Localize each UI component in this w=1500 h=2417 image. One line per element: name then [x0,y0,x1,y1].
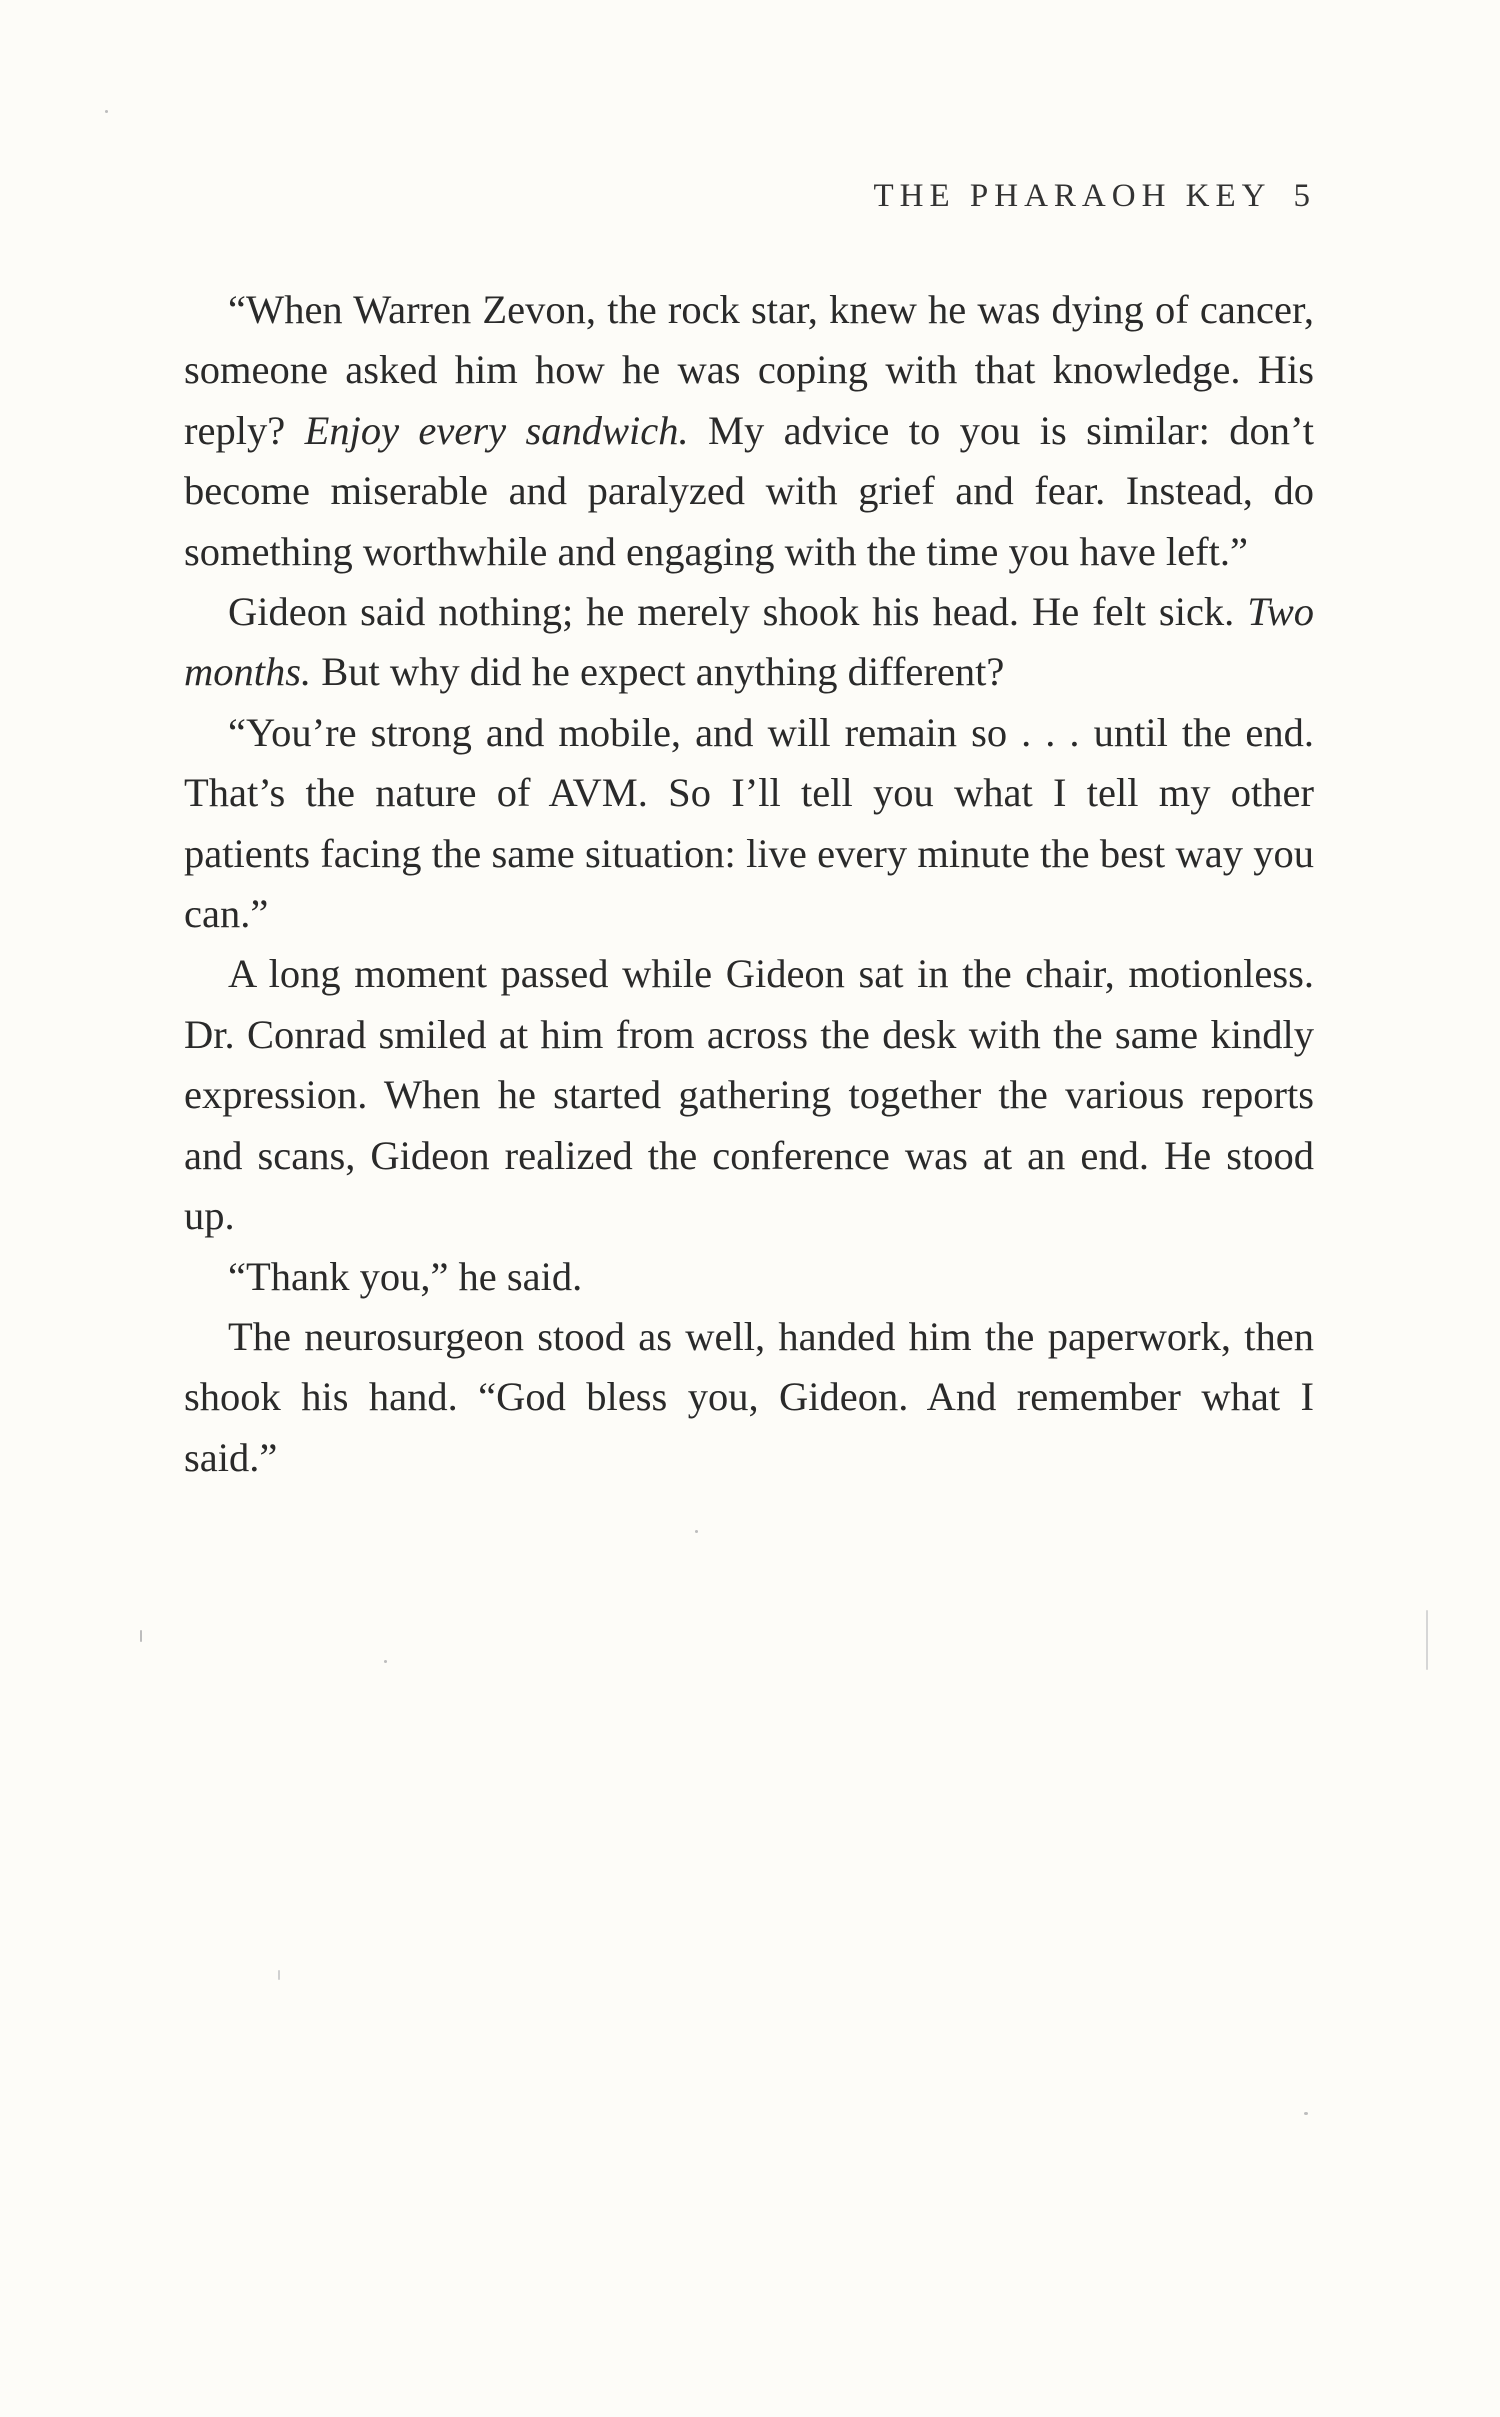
paragraph: A long moment passed while Gideon sat in the chair, motionless. Dr. Conrad smiled at him from across the desk with the same kindly expression. When he started gathering together the various reports and scans, Gideon realized the conference was at an end. He stood up. [184,951,1314,1239]
running-head [874,178,1311,215]
scan-speck [1426,1610,1428,1670]
scan-speck [278,1970,280,1980]
scan-speck [105,110,108,113]
paragraph: Gideon said nothing; he merely shook his head. He felt sick. Two months. But why did he expect anything different? [184,589,1314,695]
body-text [184,280,1314,1488]
scan-speck [1304,2112,1308,2115]
paragraph: The neurosurgeon stood as well, handed him the paperwork, then shook his hand. “God bless you, Gideon. And remember what I said.” [184,1313,1314,1480]
page-number: 5 [1293,178,1310,214]
paragraph: “Thank you,” he said. [228,1253,583,1299]
scan-speck [384,1660,387,1663]
paragraph: “You’re strong and mobile, and will remain so . . . until the end. That’s the nature of AVM. So I’ll tell you what I tell my other patients facing the same situation: live every minute the best way you can.” [184,709,1314,937]
book-title: THE PHARAOH KEY [873,178,1272,214]
paragraph: “When Warren Zevon, the rock star, knew he was dying of cancer, someone asked him how he was coping with that knowledge. His reply? Enjoy every sandwich. My advice to you is similar: don’t become miserable and paralyzed with grief and fear. Instead, do something worthwhile and engaging with the time you have left.” [184,287,1314,574]
scan-speck [695,1530,698,1533]
scan-speck [140,1630,142,1642]
